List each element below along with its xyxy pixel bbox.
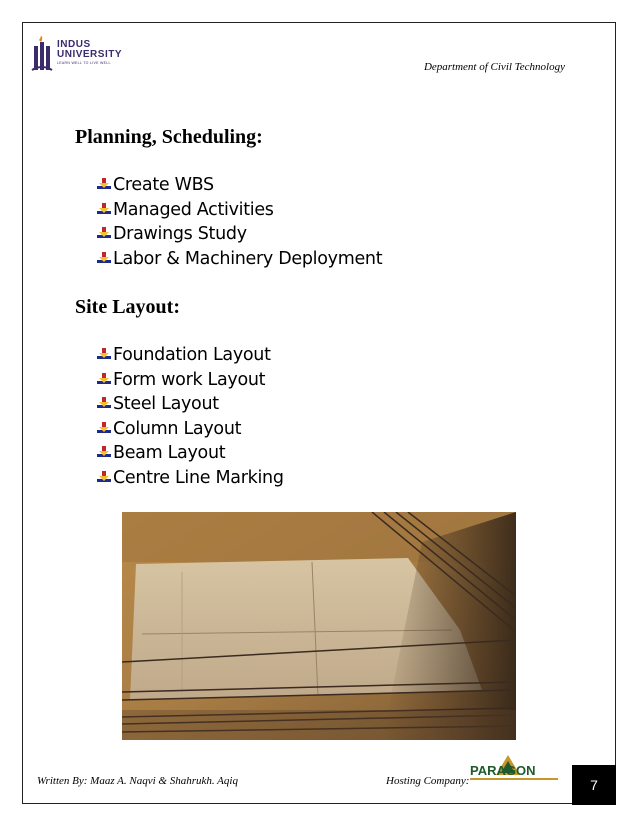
section-title-site-layout: Site Layout: bbox=[75, 296, 180, 318]
list-item bbox=[96, 441, 284, 466]
section-title-planning: Planning, Scheduling: bbox=[75, 126, 263, 148]
logo-line2: UNIVERSITY bbox=[57, 49, 123, 60]
list-item bbox=[96, 173, 382, 198]
paragon-logo bbox=[468, 753, 560, 789]
page-number: 7 bbox=[572, 765, 616, 805]
footer-host-label: Hosting Company: bbox=[386, 775, 470, 787]
list-item-label: Labor & Machinery Deployment bbox=[113, 248, 383, 269]
department-header: Department of Civil Technology bbox=[423, 61, 565, 73]
list-item bbox=[96, 392, 284, 417]
list-item-label: Centre Line Marking bbox=[113, 467, 284, 488]
site-layout-list bbox=[96, 343, 284, 490]
list-item bbox=[96, 368, 284, 393]
paragon-logo-text: PARAGON bbox=[470, 763, 536, 778]
arrow-bullet-icon bbox=[96, 421, 112, 437]
arrow-bullet-icon bbox=[96, 372, 112, 388]
arrow-bullet-icon bbox=[96, 226, 112, 242]
arrow-bullet-icon bbox=[96, 470, 112, 486]
list-item-label: Column Layout bbox=[113, 418, 242, 439]
list-item bbox=[96, 247, 382, 272]
list-item bbox=[96, 417, 284, 442]
logo-tagline: LEARN WELL TO LIVE WELL bbox=[57, 61, 111, 65]
footer-author: Written By: Maaz A. Naqvi & Shahrukh. Aqiq bbox=[37, 775, 238, 787]
arrow-bullet-icon bbox=[96, 251, 112, 267]
list-item bbox=[96, 198, 382, 223]
list-item-label: Drawings Study bbox=[113, 224, 247, 245]
planning-list bbox=[96, 173, 382, 271]
arrow-bullet-icon bbox=[96, 177, 112, 193]
logo-text bbox=[57, 40, 122, 66]
arrow-bullet-icon bbox=[96, 396, 112, 412]
list-item bbox=[96, 343, 284, 368]
list-item-label: Steel Layout bbox=[113, 394, 219, 415]
arrow-bullet-icon bbox=[96, 347, 112, 363]
list-item bbox=[96, 466, 284, 491]
list-item-label: Managed Activities bbox=[113, 199, 274, 220]
site-layout-photo bbox=[122, 512, 516, 740]
arrow-bullet-icon bbox=[96, 445, 112, 461]
list-item-label: Form work Layout bbox=[113, 369, 266, 390]
list-item-label: Beam Layout bbox=[113, 443, 226, 464]
list-item-label: Foundation Layout bbox=[113, 345, 271, 366]
list-item bbox=[96, 222, 382, 247]
logo-line1: INDUS bbox=[57, 39, 91, 50]
arrow-bullet-icon bbox=[96, 202, 112, 218]
list-item-label: Create WBS bbox=[113, 175, 214, 196]
